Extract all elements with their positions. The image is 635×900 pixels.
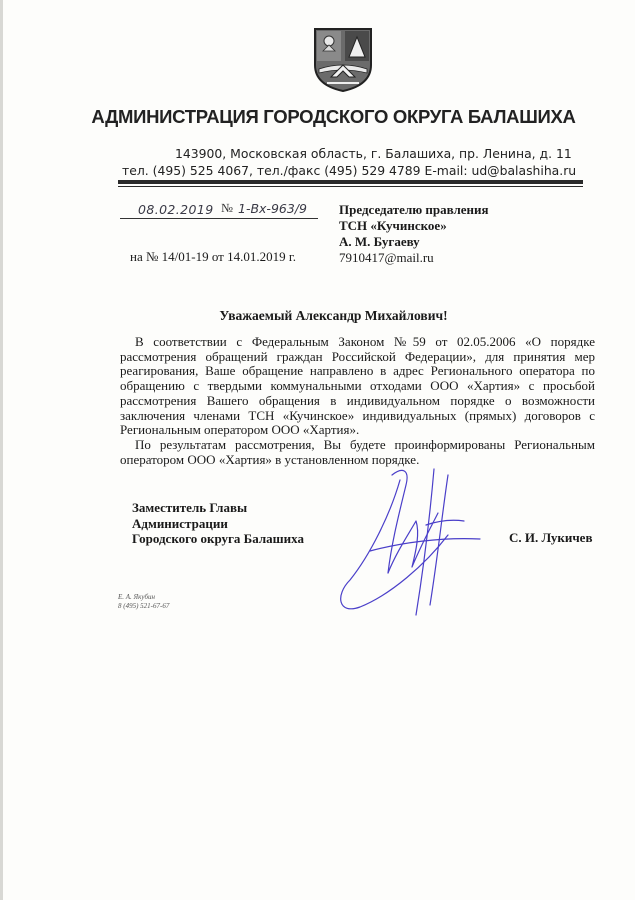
body-paragraph: По результатам рассмотрения, Вы будете проинформированы Региональным оператором ООО «Хартия» в установленном порядке. [120, 436, 595, 467]
signer-title-line: Заместитель Главы [132, 500, 248, 515]
executor-note [118, 593, 169, 611]
outgoing-reference [120, 200, 318, 219]
organization-title: АДМИНИСТРАЦИЯ ГОРОДСКОГО ОКРУГА БАЛАШИХА [91, 106, 576, 127]
executor-phone: 8 (495) 521-67-67 [118, 602, 170, 610]
reference-number: 1-Вх-963/9 [238, 201, 307, 216]
handwritten-signature-icon [330, 455, 490, 620]
recipient-block [339, 202, 489, 266]
recipient-email: 7910417@mail.ru [339, 250, 434, 265]
address-line: 143900, Московская область, г. Балашиха, пр. Ленина, д. 11 [175, 146, 572, 161]
salutation: Уважаемый Александр Михайлович! [219, 308, 448, 323]
reply-reference: на № 14/01-19 от 14.01.2019 г. [130, 249, 296, 264]
signer-name: С. И. Лукичев [509, 530, 593, 545]
reference-number-sign: № [221, 201, 233, 215]
signer-title [132, 500, 304, 547]
executor-name: Е. А. Якубин [118, 593, 156, 601]
signer-title-line: Городского округа Балашиха [132, 531, 304, 546]
header-divider-thin [118, 186, 583, 187]
header-divider-thick [118, 180, 583, 184]
recipient-position: Председателю правления [339, 202, 489, 217]
body-paragraph: В соответствии с Федеральным Законом №59 от 02.05.2006 «О порядке рассмотрения обращений граждан Российской Федерации», для принятия мер реагирования, Ваше обращение направлено в адрес Регионального оператора по обращению с твердыми коммунальными отходами ООО «Хартия» с просьбой рассмотрения Вашего обращения в индивидуальном порядке о возможности заключения членами ТСН «Кучинское» индивидуальных (прямых) договоров с Региональным оператором ООО «Хартия». [120, 334, 595, 438]
contacts-line: тел. (495) 525 4067, тел./факс (495) 529 4789 E-mail: ud@balashiha.ru [122, 163, 577, 178]
signer-title-line: Администрации [132, 515, 228, 531]
scan-edge [0, 0, 3, 900]
reference-date: 08.02.2019 [138, 202, 214, 217]
letter-body [120, 335, 595, 467]
recipient-name: А. М. Бугаеву [339, 234, 420, 249]
recipient-organization: ТСН «Кучинское» [339, 218, 447, 233]
coat-of-arms-icon [313, 27, 373, 93]
